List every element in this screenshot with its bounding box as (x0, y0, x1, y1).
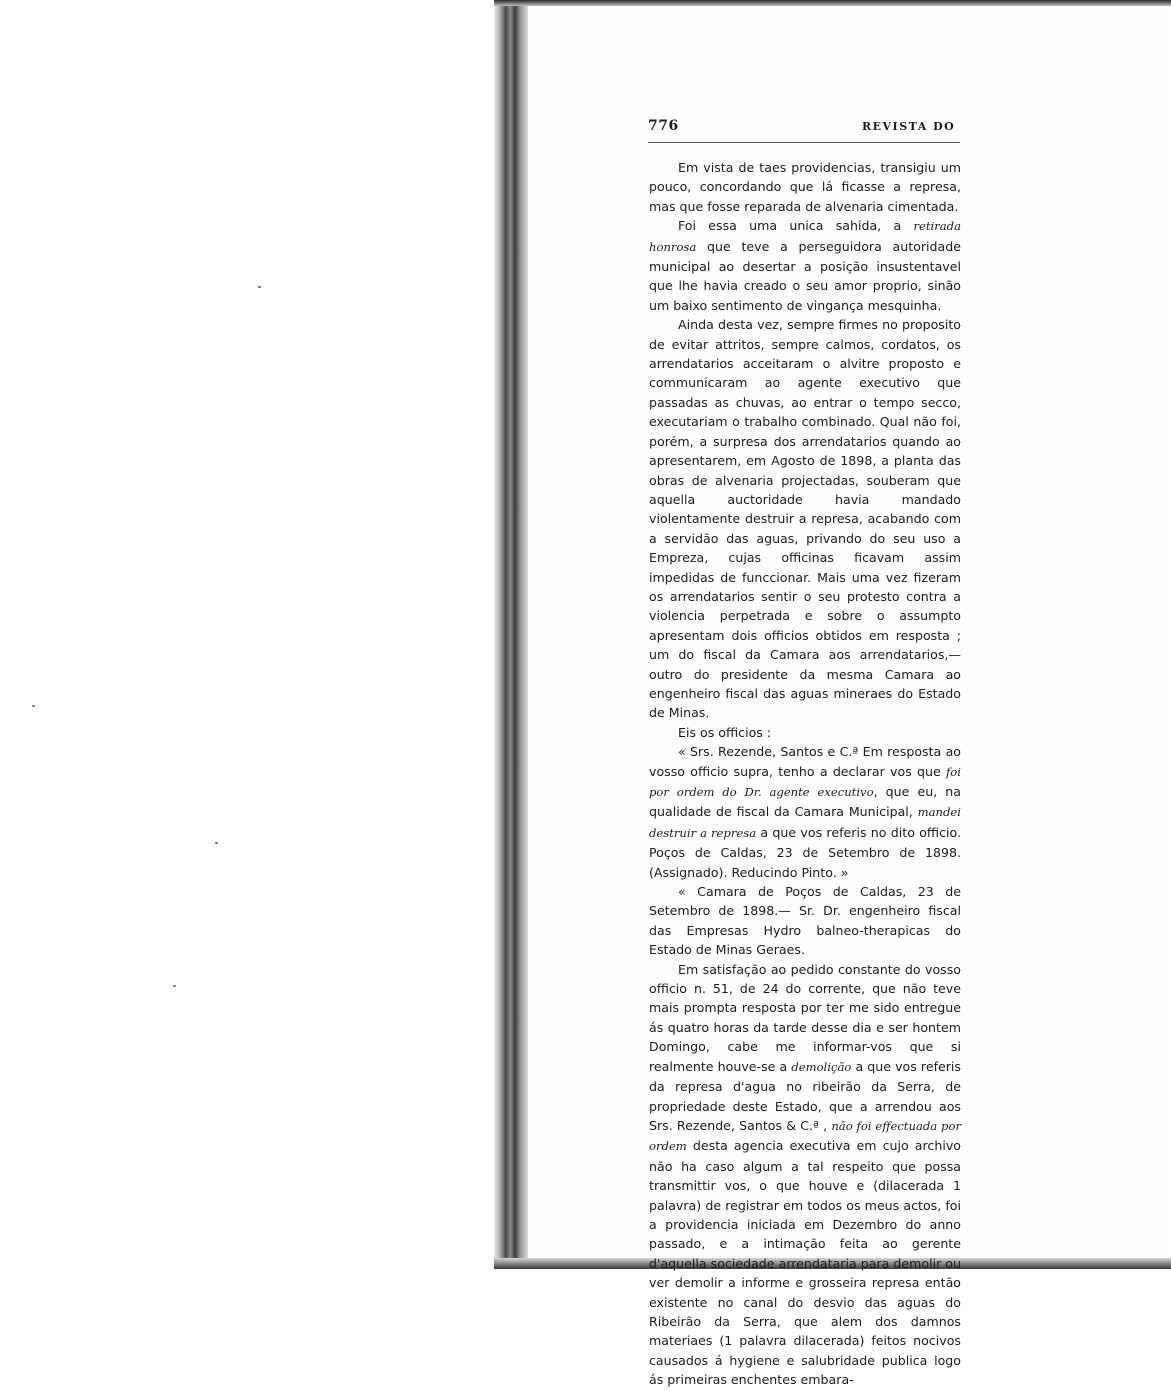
article-body (649, 158, 961, 1390)
text-run: Foi essa uma unica sahida, a (678, 218, 914, 234)
paper-speck (173, 985, 176, 987)
paragraph (649, 742, 961, 882)
text-run: Em vista de taes providencias, transigiu um pouco, concordando que lá ficasse a represa, mas que fosse reparada de alvenaria cimentada. (649, 160, 961, 214)
text-run: « Camara de Poços de Caldas, 23 de Setembro de 1898.— Sr. Dr. engenheiro fiscal das Empresas Hydro balneo-therapicas do Estado de Minas Geraes. (649, 884, 961, 958)
book-gutter (494, 0, 528, 1269)
paragraph (649, 158, 961, 216)
page-header (648, 118, 960, 140)
italic-phrase: foi por ordem do Dr. agente executivo (649, 764, 961, 799)
header-rule (648, 142, 960, 143)
text-run: a que vos referis no dito officio. Poços de Caldas, 23 de Setembro de 1898. (Assignado). Reducindo Pinto. » (649, 824, 961, 880)
text-run: Em satisfação ao pedido constante do vosso officio n. 51, de 24 do corrente, que não teve mais prompta resposta por ter me sido entregue ás quatro horas da tarde desse dia e ser hontem Domingo, cabe me informar-vos que si realmente houve-se a (649, 961, 961, 1074)
text-run: desta agencia executiva em cujo archivo não ha caso algum a tal respeito que possa transmittir vos, o que houve e (dilacerada 1 palavra) de registrar em todos os meus actos, foi a providencia iniciada em Dezembro do anno passado, e a intimação feita ao gerente d'aquella sociedade arrendataria para demolir ou ver demolir a informe e grosseira represa então existente no canal do desvio das aguas do Ribeirão da Serra, que alem dos damnos materiaes (1 palavra dilacerada) feitos nocivos causados á hygiene e salubridade publica logo ás primeiras enchentes embara- (649, 1138, 961, 1388)
paper-speck (258, 286, 261, 288)
paper-speck (32, 705, 35, 707)
page-number: 776 (648, 118, 679, 134)
italic-phrase: não foi effectuada por ordem (649, 1118, 961, 1154)
text-run: a que vos referis da represa d'agua no ribeirão da Serra, de propriedade deste Estado, que a arrendou aos Srs. Rezende, Santos & C.ª , (649, 1058, 961, 1133)
text-run: « Srs. Rezende, Santos e C.ª Em resposta ao vosso officio supra, tenho a declarar vos que (649, 744, 961, 779)
paragraph (649, 882, 961, 960)
text-run: Eis os officios : (678, 724, 772, 740)
running-title: REVISTA DO (862, 120, 956, 133)
text-run: , que eu, na qualidade de fiscal da Camara Municipal, (649, 784, 961, 820)
paragraph (649, 315, 961, 723)
italic-phrase: demolição (791, 1059, 852, 1074)
paragraph (649, 216, 961, 315)
text-run: Ainda desta vez, sempre firmes no proposito de evitar attritos, sempre calmos, cordatos, os arrendatarios acceitaram o alvitre proposto e communicaram ao agente executivo que passadas as chuvas, ao entrar o tempo secco, executariam o trabalho combinado. Qual não foi, porém, a surpresa dos arrendatarios quando ao apresentarem, em Agosto de 1898, a planta das obras de alvenaria projectadas, souberam que aquella auctoridade havia mandado violentamente destruir a represa, acabando com a servidão das aguas, privando do seu uso a Empreza, cujas officinas ficavam assim impedidas de funccionar. Mais uma vez fizeram os arrendatarios sentir o seu protesto contra a violencia perpetrada e sobre o assumpto apresentam dois officios obtidos em resposta ; um do fiscal da Camara aos arrendatarios,— outro do presidente da mesma Camara ao engenheiro fiscal das aguas mineraes do Estado de Minas. (649, 317, 961, 721)
paragraph (649, 960, 961, 1390)
blank-left-page (0, 0, 496, 1269)
text-run: que teve a perseguidora autoridade municipal ao desertar a posição insustentavel que lhe havia creado o seu amor proprio, sinão um baixo sentimento de vingança mesquinha. (649, 238, 961, 313)
italic-phrase: retirada honrosa (649, 219, 961, 254)
paper-speck (215, 842, 218, 844)
paragraph (649, 723, 961, 742)
italic-phrase: mandei destruir a represa (649, 805, 961, 840)
